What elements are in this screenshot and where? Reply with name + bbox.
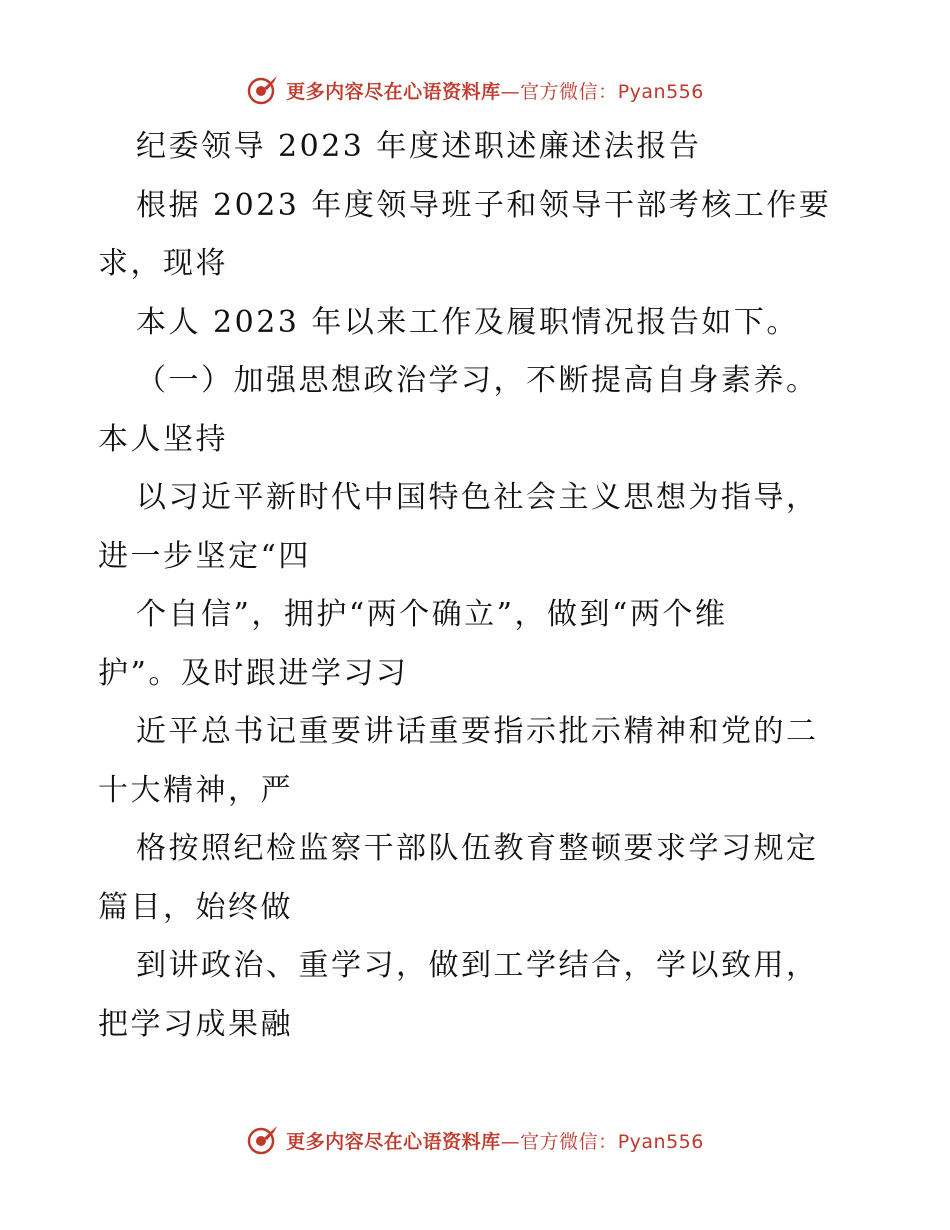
banner-wechat-id: Pyan556 bbox=[617, 80, 704, 103]
body-line: 纪委领导 2023 年度述职述廉述法报告 bbox=[136, 129, 702, 164]
body-line: 本人坚持 bbox=[98, 421, 228, 457]
quill-seal-icon bbox=[246, 1123, 280, 1157]
body-line: 以习近平新时代中国特色社会主义思想为指导， bbox=[136, 480, 819, 515]
banner-site-name: 更多内容尽在心语资料库 bbox=[286, 1130, 501, 1153]
document-body bbox=[98, 118, 858, 1054]
banner-site-name: 更多内容尽在心语资料库 bbox=[286, 80, 501, 103]
body-line: 到讲政治、重学习，做到工学结合，学以致用， bbox=[136, 948, 819, 983]
body-line: 近平总书记重要讲话重要指示批示精神和党的二 bbox=[136, 714, 819, 749]
quill-seal-icon bbox=[246, 73, 280, 107]
header-banner-text bbox=[286, 77, 704, 104]
banner-wechat-label: —官方微信： bbox=[500, 80, 618, 103]
body-line: 个自信”，拥护“两个确立”，做到“两个维 bbox=[136, 597, 728, 632]
body-line: 格按照纪检监察干部队伍教育整顿要求学习规定 bbox=[136, 831, 819, 866]
body-line: （一）加强思想政治学习，不断提高自身素养。 bbox=[136, 363, 819, 398]
banner-wechat-label: —官方微信： bbox=[500, 1130, 618, 1153]
body-line: 篇目，始终做 bbox=[98, 889, 293, 925]
body-line: 护”。及时跟进学习习 bbox=[98, 655, 409, 691]
banner-wechat-id: Pyan556 bbox=[617, 1130, 704, 1153]
body-line: 把学习成果融 bbox=[98, 1006, 293, 1042]
body-line: 根据 2023 年度领导班子和领导干部考核工作要 bbox=[136, 187, 832, 223]
body-line: 进一步坚定“四 bbox=[98, 538, 311, 574]
body-line: 十大精神，严 bbox=[98, 772, 293, 808]
body-line: 求，现将 bbox=[98, 246, 228, 281]
header-banner bbox=[0, 70, 950, 110]
footer-banner-text bbox=[286, 1127, 704, 1154]
footer-banner bbox=[0, 1120, 950, 1160]
body-line: 本人 2023 年以来工作及履职情况报告如下。 bbox=[136, 304, 799, 340]
